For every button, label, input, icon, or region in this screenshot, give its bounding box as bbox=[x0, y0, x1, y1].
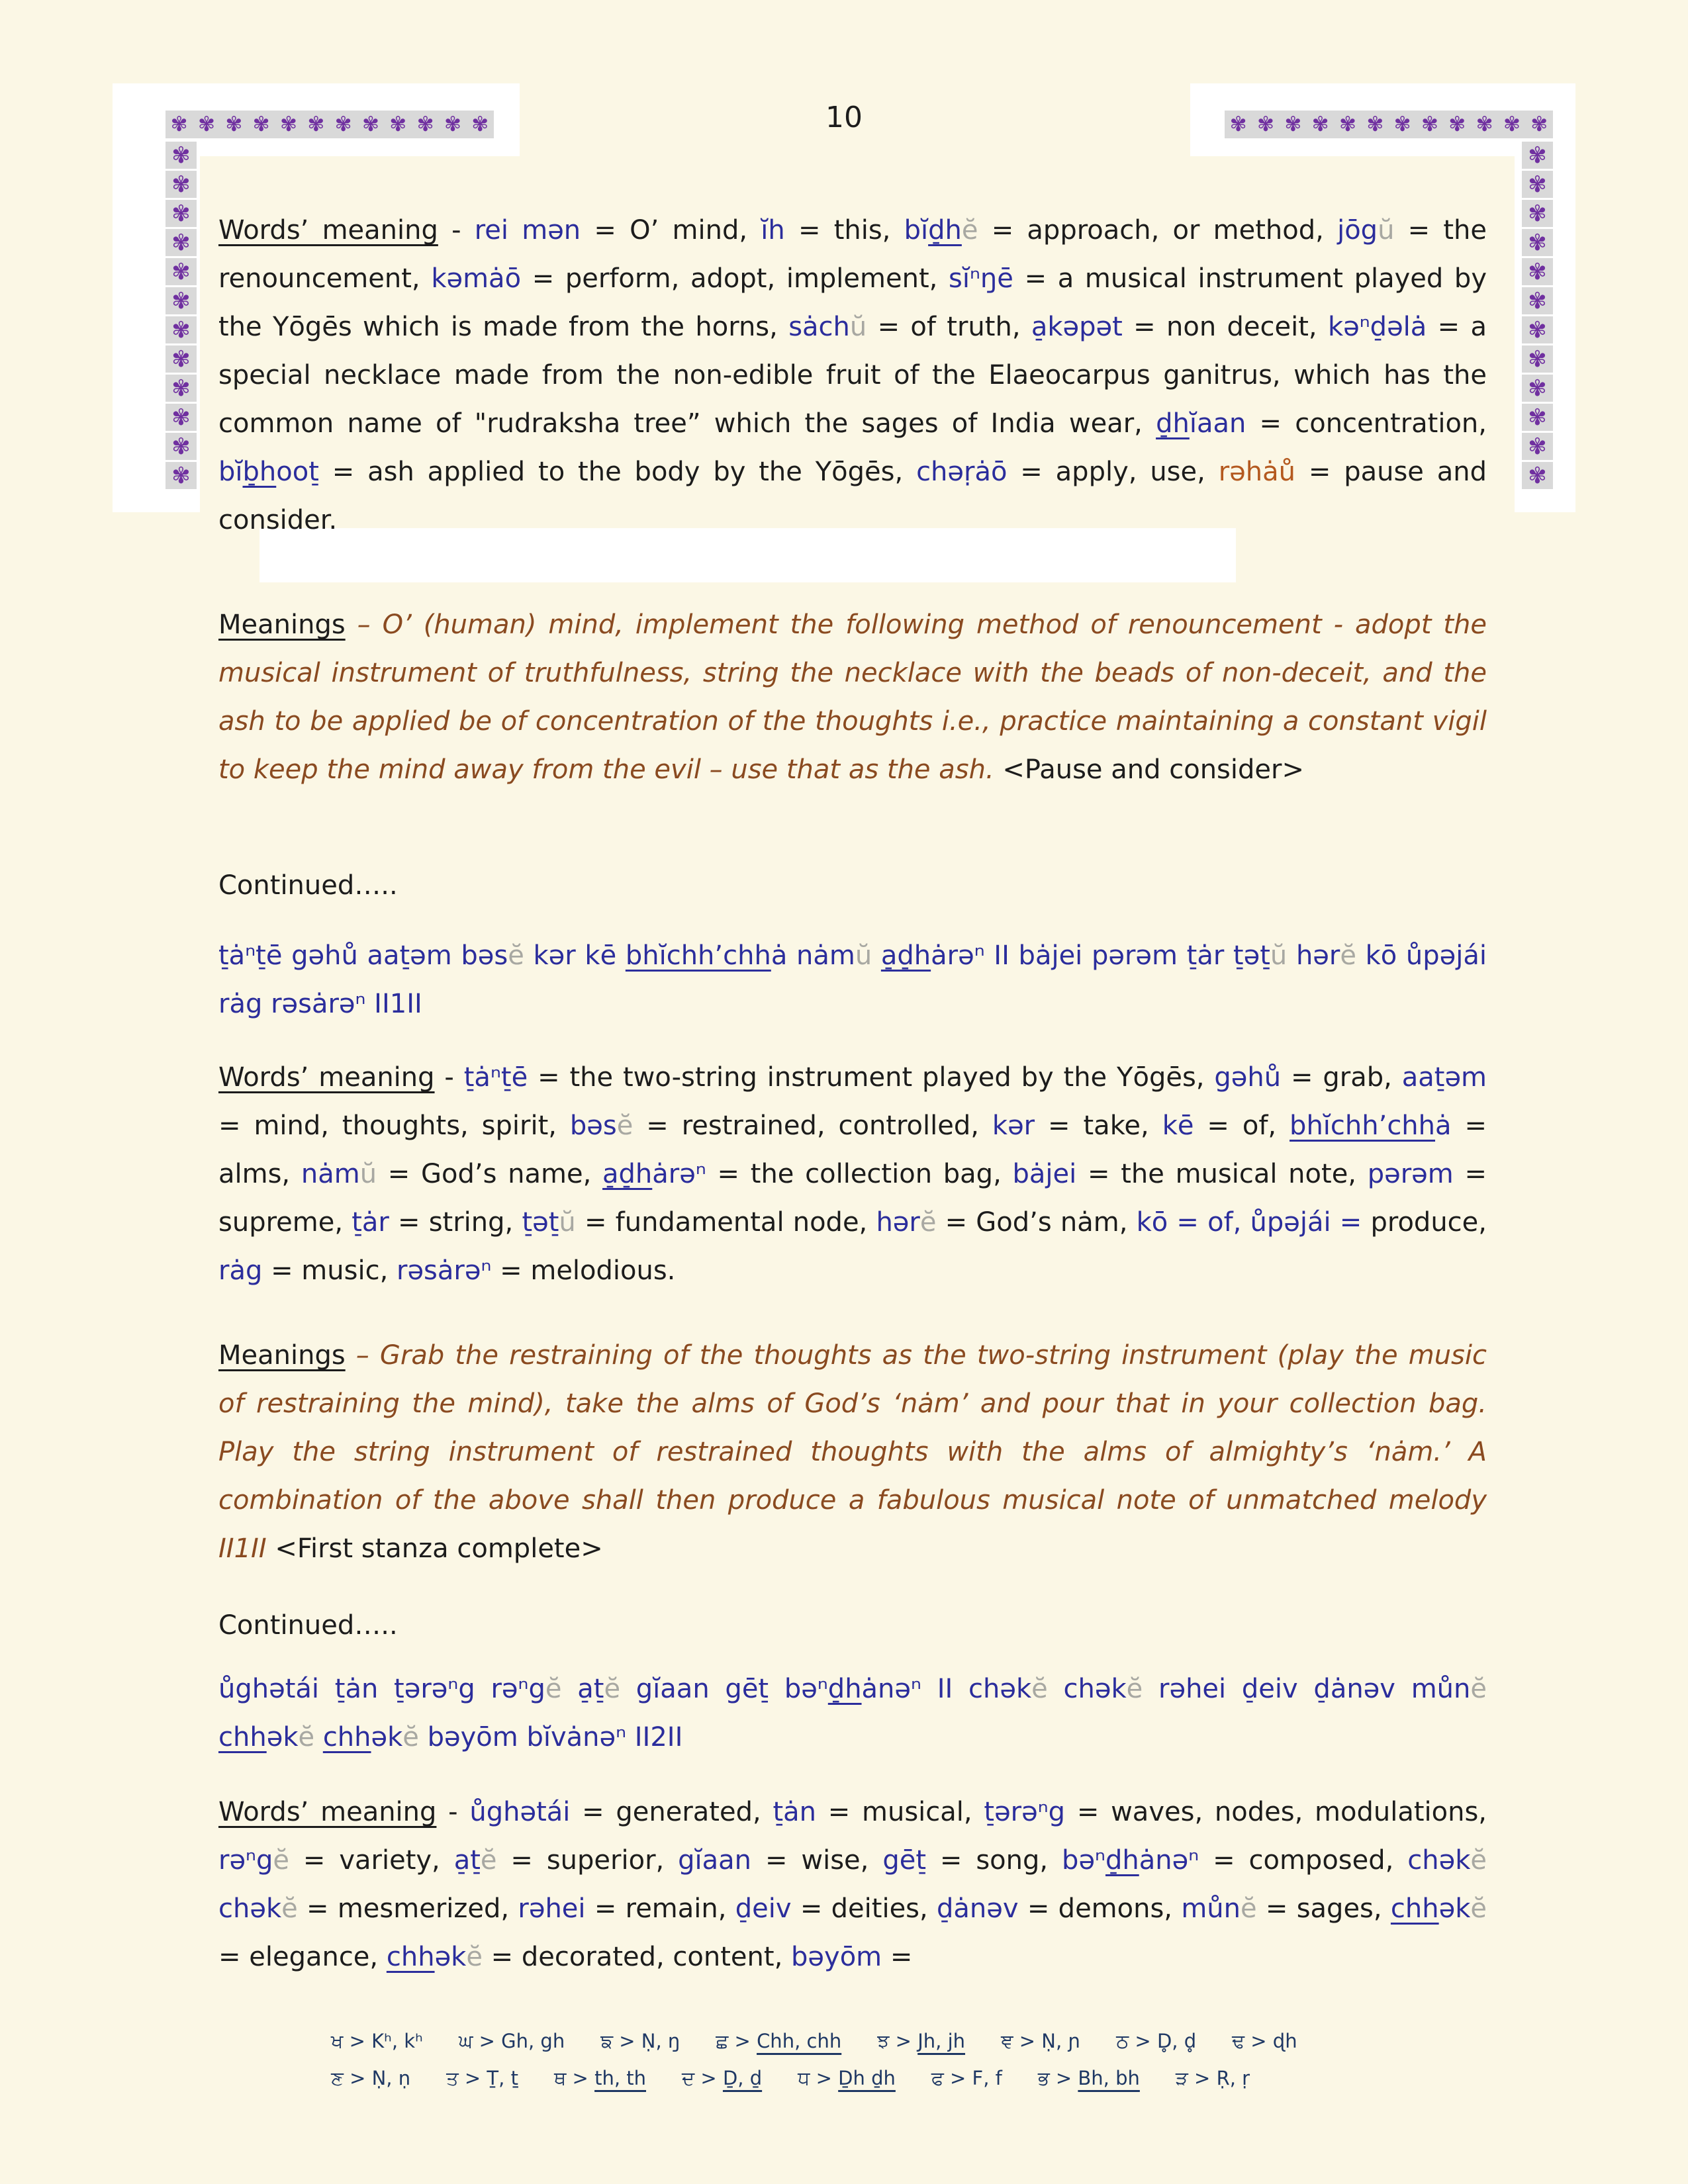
text-run: ĕ bbox=[1470, 1674, 1487, 1704]
flower-cell bbox=[165, 287, 197, 314]
words-meaning-3-paragraph bbox=[218, 1788, 1487, 1981]
flower-cell bbox=[1522, 287, 1553, 314]
text-run: Jh, jh bbox=[917, 2030, 966, 2052]
text-run: = God’s nȧm, bbox=[936, 1207, 1137, 1238]
text-run: sȧch bbox=[788, 312, 850, 342]
text-run: = mesmerized, bbox=[297, 1893, 518, 1924]
flower-icon: ✾ bbox=[171, 171, 191, 198]
text-run: t̠ərəⁿg bbox=[984, 1797, 1066, 1827]
text-run: Words’ meaning bbox=[218, 215, 438, 246]
text-run: d̠h bbox=[928, 215, 962, 246]
key-item bbox=[682, 2060, 762, 2097]
text-run: = of, bbox=[1194, 1111, 1290, 1141]
text-run: chh bbox=[322, 1722, 371, 1752]
key-item bbox=[1038, 2060, 1140, 2097]
text-run: = decorated, content, bbox=[482, 1942, 792, 1972]
text-run: Words’ meaning bbox=[218, 1797, 437, 1827]
page-number: 10 bbox=[825, 101, 863, 134]
text-run: t̠ət̠ bbox=[522, 1207, 559, 1238]
text-run: ĕ bbox=[1470, 1845, 1487, 1876]
text-run: hər bbox=[876, 1207, 920, 1238]
flower-cell bbox=[1522, 462, 1553, 489]
flower-cell bbox=[1522, 200, 1553, 227]
text-run: <First stanza complete> bbox=[275, 1533, 603, 1564]
text-run: ĕ bbox=[616, 1111, 633, 1141]
key-item bbox=[331, 2023, 423, 2060]
flower-icon: ✾ bbox=[1528, 316, 1547, 343]
text-run: bəⁿ bbox=[1062, 1845, 1105, 1876]
meanings-1-paragraph bbox=[218, 601, 1487, 794]
verse-1-text bbox=[218, 932, 1487, 1028]
text-run: chh bbox=[1390, 1893, 1439, 1924]
transliteration-key bbox=[331, 2023, 1456, 2097]
flower-icon: ✾ bbox=[171, 345, 191, 373]
flower-cell bbox=[165, 433, 197, 460]
key-item bbox=[554, 2060, 646, 2097]
flower-icon: ✾ bbox=[279, 112, 297, 136]
text-run: d̠h bbox=[827, 1674, 862, 1704]
text-run: = fundamental node, bbox=[575, 1207, 876, 1238]
text-run: bhĭchh’chh bbox=[625, 940, 771, 971]
flower-icon: ✾ bbox=[471, 112, 489, 136]
text-run bbox=[994, 754, 1003, 785]
text-run: Chh, chh bbox=[757, 2030, 842, 2052]
words-meaning-1-paragraph bbox=[218, 206, 1487, 545]
text-run: ŭ bbox=[359, 1159, 377, 1189]
text-run: ȧ bbox=[1435, 1111, 1452, 1141]
flower-icon: ✾ bbox=[416, 112, 434, 136]
text-run: = alms, bbox=[218, 1111, 1487, 1189]
text-run: ȧrəⁿ bbox=[652, 1159, 706, 1189]
text-run: bhĭchh’chh bbox=[1289, 1111, 1436, 1141]
text-run: Continued….. bbox=[218, 1610, 398, 1641]
text-run: = demons, bbox=[1018, 1893, 1182, 1924]
text-run: - bbox=[438, 215, 475, 246]
text-run: = wise, bbox=[751, 1845, 883, 1876]
key-item bbox=[931, 2060, 1002, 2097]
text-run: Meanings bbox=[218, 610, 346, 640]
text-run: ĕ bbox=[298, 1722, 315, 1752]
text-run: ĕ bbox=[508, 940, 524, 971]
flower-icon: ✾ bbox=[171, 142, 191, 169]
key-item bbox=[1232, 2023, 1297, 2060]
text-run: ĕ bbox=[604, 1674, 621, 1704]
flower-icon: ✾ bbox=[1421, 112, 1438, 136]
text-run: ək bbox=[266, 1722, 299, 1752]
text-run: gĭaan bbox=[678, 1845, 752, 1876]
flower-icon: ✾ bbox=[1530, 112, 1548, 136]
flower-icon: ✾ bbox=[1366, 112, 1384, 136]
text-run: = the musical note, bbox=[1076, 1159, 1368, 1189]
text-run: pərəm bbox=[1367, 1159, 1454, 1189]
text-run: jōg bbox=[1337, 215, 1378, 246]
key-item bbox=[1001, 2023, 1080, 2060]
flower-icon: ✾ bbox=[1528, 171, 1547, 198]
text-run: Ḏh ḏh bbox=[838, 2067, 896, 2089]
text-run: bȧjei bbox=[1012, 1159, 1077, 1189]
text-run: t̠ȧr bbox=[352, 1207, 389, 1238]
flower-icon: ✾ bbox=[225, 112, 243, 136]
text-run: d̠eiv bbox=[735, 1893, 792, 1924]
text-run: ਦ > bbox=[682, 2067, 723, 2089]
flower-icon: ✾ bbox=[1311, 112, 1329, 136]
text-run bbox=[872, 940, 881, 971]
text-run: = elegance, bbox=[218, 1942, 387, 1972]
text-run: = supreme, bbox=[218, 1159, 1487, 1238]
key-item bbox=[459, 2023, 565, 2060]
text-run: ŭ bbox=[1270, 940, 1288, 971]
flower-icon: ✾ bbox=[171, 316, 191, 343]
flower-cell bbox=[165, 375, 197, 402]
flower-icon: ✾ bbox=[171, 258, 191, 285]
text-run: = generated, bbox=[570, 1797, 773, 1827]
text-run: - bbox=[434, 1062, 464, 1093]
text-run: = approach, or method, bbox=[978, 215, 1338, 246]
text-run: bəyōm bbox=[791, 1942, 882, 1972]
text-run: = pause and consider. bbox=[218, 457, 1487, 535]
text-run: ĕ bbox=[1241, 1893, 1257, 1924]
text-run: rəhei d̠eiv d̠ȧnəv můn bbox=[1143, 1674, 1471, 1704]
text-run: ŭ bbox=[1378, 215, 1395, 246]
text-run: a̠d̠h bbox=[880, 940, 931, 971]
text-run: ਝ > bbox=[877, 2030, 918, 2052]
text-run: ĕ bbox=[1031, 1674, 1048, 1704]
flower-icon: ✾ bbox=[1528, 229, 1547, 256]
text-run bbox=[314, 1722, 323, 1752]
flower-icon: ✾ bbox=[444, 112, 461, 136]
text-run: chh bbox=[218, 1722, 267, 1752]
text-run: ĕ bbox=[480, 1845, 497, 1876]
text-run: = mind, thoughts, spirit, bbox=[218, 1111, 570, 1141]
text-run: Bh, bh bbox=[1078, 2067, 1140, 2089]
text-run: Words’ meaning bbox=[218, 1062, 435, 1093]
flower-icon: ✾ bbox=[1528, 258, 1547, 285]
flower-icon: ✾ bbox=[389, 112, 407, 136]
flower-cell bbox=[165, 229, 197, 256]
text-run: = concentration, bbox=[1246, 408, 1487, 439]
text-run: O’ (human) mind, implement the following method of renouncement - adopt the musical instrument of truthfulness, string the necklace with the beads of non-deceit, and the ash to be applied be of concentration of the thoughts i.e., practice maintaining a constant vigil to keep the mind away from the evil – use that as the ash. bbox=[218, 610, 1487, 785]
text-run: kō ůpəjái rȧg rəsȧrəⁿ II1II bbox=[218, 940, 1487, 1019]
text-run: rəhȧů bbox=[1218, 457, 1295, 487]
text-run: Ḏ, ḏ bbox=[722, 2067, 763, 2089]
text-run: ŭ bbox=[855, 940, 872, 971]
text-run: ੜ > Ṛ, ṛ bbox=[1175, 2067, 1250, 2089]
text-run: – bbox=[345, 1340, 380, 1371]
text-run: aat̠əm bbox=[1401, 1062, 1487, 1093]
text-run: = ash applied to the body by the Yōgēs, bbox=[318, 457, 917, 487]
flower-cell bbox=[165, 258, 197, 285]
text-run: = music, bbox=[262, 1255, 397, 1286]
text-run: a̠kəpət bbox=[1031, 312, 1123, 342]
flower-icon: ✾ bbox=[198, 112, 215, 136]
text-run: ਛ > bbox=[716, 2030, 757, 2052]
text-run: = composed, bbox=[1199, 1845, 1408, 1876]
key-row bbox=[331, 2023, 1456, 2060]
flower-icon: ✾ bbox=[171, 404, 191, 431]
text-run: rȧg bbox=[218, 1255, 263, 1286]
text-run: = variety, bbox=[289, 1845, 454, 1876]
text-run: ək bbox=[434, 1942, 467, 1972]
text-run: gĭaan gēt̠ bəⁿ bbox=[620, 1674, 828, 1704]
text-run: kəmȧō bbox=[431, 263, 522, 294]
text-run: ਘ > Gh, gh bbox=[458, 2030, 565, 2052]
text-run: a̠t̠ bbox=[561, 1674, 604, 1704]
text-run: t̠ȧn bbox=[773, 1797, 817, 1827]
flower-cell bbox=[165, 142, 197, 169]
text-run: kē bbox=[1162, 1111, 1194, 1141]
text-run: ਧ > bbox=[798, 2067, 839, 2089]
flower-icon: ✾ bbox=[1448, 112, 1466, 136]
text-run: ȧrəⁿ II bȧjei pərəm t̠ȧr t̠ət̠ bbox=[931, 940, 1270, 971]
text-run: ਖ > Kʰ, kʰ bbox=[331, 2030, 423, 2052]
text-run: ŭ bbox=[559, 1207, 576, 1238]
text-run: ĕ bbox=[281, 1893, 298, 1924]
text-run: - bbox=[436, 1797, 470, 1827]
text-run: th, th bbox=[594, 2067, 647, 2089]
text-run: kō = of, ůpəjái = bbox=[1136, 1207, 1371, 1238]
flower-icon: ✾ bbox=[1528, 404, 1547, 431]
flower-icon: ✾ bbox=[307, 112, 325, 136]
flower-icon: ✾ bbox=[1503, 112, 1521, 136]
text-run: kər kē bbox=[524, 940, 626, 971]
text-run: = sages, bbox=[1256, 1893, 1391, 1924]
flower-icon: ✾ bbox=[252, 112, 270, 136]
text-run: = grab, bbox=[1281, 1062, 1402, 1093]
flower-cell bbox=[1522, 433, 1553, 460]
text-run: – bbox=[345, 610, 383, 640]
text-run: gēt̠ bbox=[882, 1845, 926, 1876]
text-run: ĭh bbox=[761, 215, 785, 246]
text-run: ĕ bbox=[961, 215, 978, 246]
text-run: chəṛȧō bbox=[916, 457, 1008, 487]
text-run: = take, bbox=[1035, 1111, 1162, 1141]
flower-icon: ✾ bbox=[1257, 112, 1274, 136]
flower-icon: ✾ bbox=[171, 229, 191, 256]
continued-2-label bbox=[218, 1602, 1487, 1650]
text-run: ĕ bbox=[919, 1207, 937, 1238]
text-run: t̠ȧⁿt̠ē gəhů aat̠əm bəs bbox=[218, 940, 508, 971]
flower-icon: ✾ bbox=[1528, 433, 1547, 460]
text-run: = a special necklace made from the non-edible fruit of the Elaeocarpus ganitrus, which has the common name of "rudraksha tree” which the sages of India wear, bbox=[218, 312, 1487, 439]
key-row bbox=[331, 2060, 1456, 2097]
flower-cell bbox=[165, 404, 197, 431]
text-run: = perform, adopt, implement, bbox=[521, 263, 949, 294]
flower-cell bbox=[1522, 171, 1553, 198]
text-run: rei mən bbox=[474, 215, 581, 246]
flower-icon: ✾ bbox=[334, 112, 352, 136]
text-run: můn bbox=[1181, 1893, 1241, 1924]
text-run: = the collection bag, bbox=[706, 1159, 1013, 1189]
key-item bbox=[446, 2060, 518, 2097]
text-run: ਞ > Ṇ, ɲ bbox=[1001, 2030, 1081, 2052]
text-run: nȧm bbox=[301, 1159, 360, 1189]
text-run: = musical, bbox=[816, 1797, 984, 1827]
text-run: rəhei bbox=[518, 1893, 586, 1924]
flower-icon: ✾ bbox=[1528, 142, 1547, 169]
flower-cell bbox=[165, 462, 197, 489]
text-run: = apply, use, bbox=[1007, 457, 1219, 487]
key-item bbox=[1176, 2060, 1250, 2097]
text-run: d̠h bbox=[1105, 1845, 1139, 1876]
text-run: ਙ > Ṇ, ŋ bbox=[600, 2030, 680, 2052]
text-run: ĕ bbox=[273, 1845, 289, 1876]
text-run: = remain, bbox=[585, 1893, 735, 1924]
text-run: = non deceit, bbox=[1122, 312, 1328, 342]
flower-cell bbox=[1522, 375, 1553, 402]
text-run: ȧ nȧm bbox=[771, 940, 855, 971]
text-run: ŭ bbox=[849, 312, 867, 342]
flower-icon: ✾ bbox=[1528, 345, 1547, 373]
words-meaning-2-paragraph bbox=[218, 1054, 1487, 1295]
text-run: = this, bbox=[784, 215, 904, 246]
text-run: ůghətái bbox=[469, 1797, 571, 1827]
text-run: bĭ bbox=[218, 457, 243, 487]
text-run: ĕ bbox=[1126, 1674, 1143, 1704]
flower-icon: ✾ bbox=[1229, 112, 1247, 136]
flower-icon: ✾ bbox=[170, 112, 188, 136]
text-run: gəhů bbox=[1214, 1062, 1282, 1093]
flower-border-left-column bbox=[165, 142, 197, 489]
text-run: bəyōm bĭvȧnəⁿ II2II bbox=[418, 1722, 683, 1752]
flower-cell bbox=[1522, 316, 1553, 343]
flower-icon: ✾ bbox=[171, 375, 191, 402]
text-run: hər bbox=[1287, 940, 1340, 971]
flower-icon: ✾ bbox=[171, 287, 191, 314]
text-run: chək bbox=[1047, 1674, 1127, 1704]
text-run: chək bbox=[218, 1893, 282, 1924]
text-run: = melodious. bbox=[491, 1255, 676, 1286]
text-run: rəⁿg bbox=[218, 1845, 273, 1876]
flower-cell bbox=[165, 345, 197, 373]
flower-icon: ✾ bbox=[1528, 200, 1547, 227]
flower-icon: ✾ bbox=[171, 462, 191, 489]
flower-cell bbox=[1522, 345, 1553, 373]
text-run: ȧnəⁿ bbox=[1139, 1845, 1199, 1876]
text-run: rəsȧrəⁿ bbox=[397, 1255, 492, 1286]
key-item bbox=[877, 2023, 965, 2060]
text-run: ਠ > D̥, d̥ bbox=[1116, 2030, 1197, 2052]
flower-icon: ✾ bbox=[171, 200, 191, 227]
flower-cell bbox=[165, 171, 197, 198]
text-run: chh bbox=[386, 1942, 435, 1972]
text-run: = God’s name, bbox=[377, 1159, 603, 1189]
flower-icon: ✾ bbox=[361, 112, 379, 136]
text-run: ਭ > bbox=[1037, 2067, 1078, 2089]
text-run: t̠ȧⁿt̠ē bbox=[463, 1062, 528, 1093]
text-run: ĕ bbox=[1340, 940, 1356, 971]
text-run: bəs bbox=[569, 1111, 617, 1141]
key-item bbox=[1116, 2023, 1196, 2060]
flower-icon: ✾ bbox=[1476, 112, 1493, 136]
text-run: d̠ȧnəv bbox=[937, 1893, 1019, 1924]
verse-2-text bbox=[218, 1665, 1487, 1762]
flower-icon: ✾ bbox=[1393, 112, 1411, 136]
flower-cell bbox=[1522, 229, 1553, 256]
flower-cell bbox=[1522, 258, 1553, 285]
text-run: bĭ bbox=[904, 215, 929, 246]
text-run: ĕ bbox=[466, 1942, 483, 1972]
flower-icon: ✾ bbox=[1528, 375, 1547, 402]
text-run: <Pause and consider> bbox=[1002, 754, 1304, 785]
text-run: ȧnəⁿ II chək bbox=[861, 1674, 1032, 1704]
text-run: ĭaan bbox=[1189, 408, 1246, 439]
text-run: = song, bbox=[926, 1845, 1062, 1876]
text-run: = bbox=[882, 1942, 913, 1972]
text-run: ək bbox=[1438, 1893, 1471, 1924]
text-run: = the two-string instrument played by the Yōgēs, bbox=[528, 1062, 1215, 1093]
text-run: Grab the restraining of the thoughts as the two-string instrument (play the music of restraining the mind), take the alms of God’s ‘nȧm’ and pour that in your collection bag. Play the string instrument of restrained thoughts with the alms of almighty’s ‘nȧm.’ A combination of the above shall then produce a fabulous musical note of unmatched melody II1II bbox=[218, 1340, 1487, 1564]
text-run: = deities, bbox=[791, 1893, 937, 1924]
text-run: sĭⁿŋē bbox=[949, 263, 1013, 294]
flower-icon: ✾ bbox=[1528, 287, 1547, 314]
text-run: = a musical instrument played by the Yōgēs which is made from the horns, bbox=[218, 263, 1487, 342]
meanings-2-paragraph bbox=[218, 1332, 1487, 1573]
text-run: = of truth, bbox=[867, 312, 1031, 342]
text-run: Continued….. bbox=[218, 870, 398, 901]
text-run: d̠h bbox=[1156, 408, 1190, 439]
flower-icon: ✾ bbox=[171, 433, 191, 460]
text-run: ĕ bbox=[402, 1722, 419, 1752]
text-run: ਢ > ɖh bbox=[1232, 2030, 1297, 2052]
flower-cell bbox=[1522, 404, 1553, 431]
text-run: = restrained, controlled, bbox=[633, 1111, 992, 1141]
key-item bbox=[716, 2023, 841, 2060]
flower-cell bbox=[165, 316, 197, 343]
flower-icon: ✾ bbox=[1528, 462, 1547, 489]
text-run: ək bbox=[371, 1722, 403, 1752]
continued-1-label bbox=[218, 862, 1487, 910]
text-run: = superior, bbox=[496, 1845, 679, 1876]
text-run: a̠t̠ bbox=[453, 1845, 481, 1876]
text-run: = the renouncement, bbox=[218, 215, 1487, 294]
key-item bbox=[331, 2060, 410, 2097]
text-run: a̠d̠h bbox=[602, 1159, 653, 1189]
flower-icon: ✾ bbox=[1284, 112, 1302, 136]
key-item bbox=[798, 2060, 896, 2097]
text-run: kər bbox=[992, 1111, 1035, 1141]
text-run: oot̠ bbox=[276, 457, 319, 487]
text-run: ਫ > F, f bbox=[931, 2067, 1002, 2089]
text-run: ůghətái t̠ȧn t̠ərəⁿg rəⁿg bbox=[218, 1674, 545, 1704]
text-run: ਣ > Ṇ, ṇ bbox=[331, 2067, 411, 2089]
key-item bbox=[600, 2023, 680, 2060]
text-run: produce, bbox=[1370, 1207, 1487, 1238]
flower-icon: ✾ bbox=[1338, 112, 1356, 136]
text-run: ĕ bbox=[545, 1674, 562, 1704]
text-run: = O’ mind, bbox=[581, 215, 761, 246]
text-run: Meanings bbox=[218, 1340, 346, 1371]
text-run: ĕ bbox=[1470, 1893, 1487, 1924]
flower-cell bbox=[165, 200, 197, 227]
text-run: = waves, nodes, modulations, bbox=[1065, 1797, 1487, 1827]
flower-border-right-column bbox=[1522, 142, 1553, 489]
text-run: kəⁿd̠əlȧ bbox=[1327, 312, 1427, 342]
text-run: b̠h bbox=[242, 457, 277, 487]
text-run: chək bbox=[1407, 1845, 1471, 1876]
flower-cell bbox=[1522, 142, 1553, 169]
text-run: ਤ > Ṯ, ṯ bbox=[446, 2067, 518, 2089]
text-run: ਥ > bbox=[553, 2067, 595, 2089]
text-run: = string, bbox=[389, 1207, 522, 1238]
